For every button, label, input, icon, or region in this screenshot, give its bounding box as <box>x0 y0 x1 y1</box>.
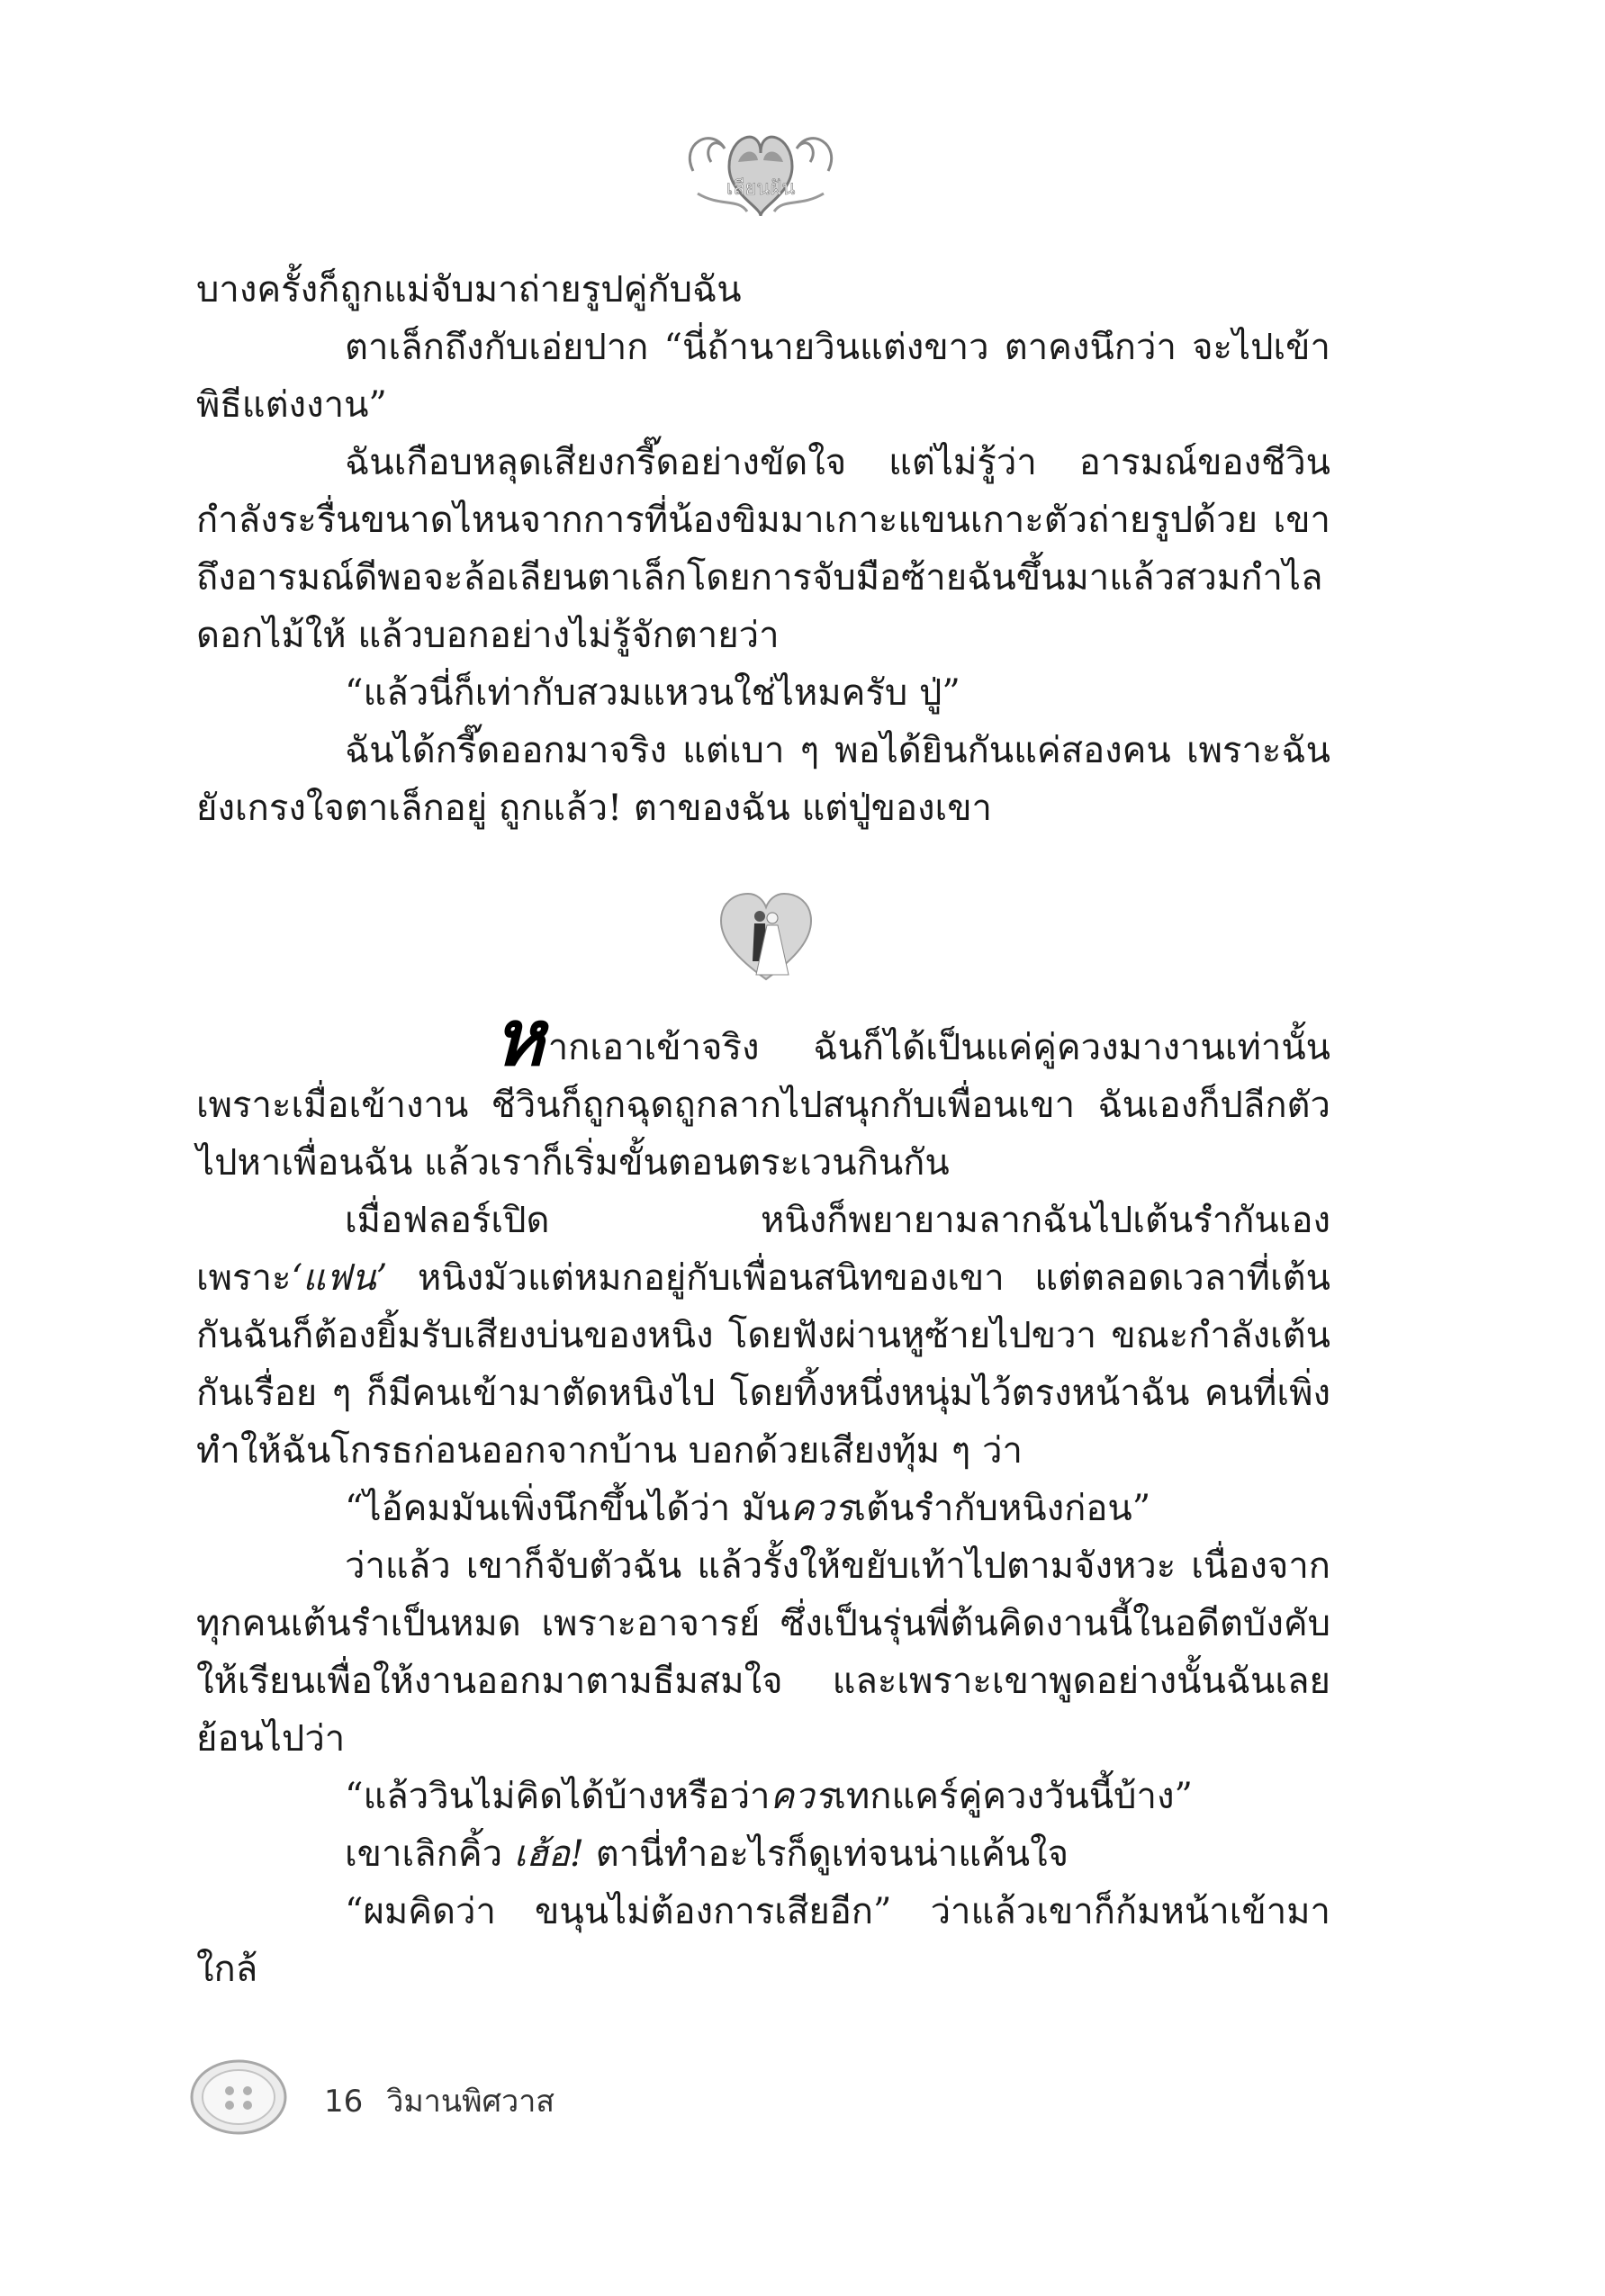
paragraph: เมื่อฟลอร์เปิด หนิงก็พยายามลากฉันไปเต้นรำกันเอง เพราะ‘แฟน’ หนิงมัวแต่หมกอยู่กับเพื่อนสนิทของเขา แต่ตลอดเวลาที่เต้นกันฉันก็ต้องยิ้มรับเสียงบ่นของหนิง โดยฟังผ่านหูซ้ายไปขวา ขณะกำลังเต้นกันเรื่อย ๆ ก็มีคนเข้ามาตัดหนิงไป โดยทิ้งหนึ่งหนุ่มไว้ตรงหน้าฉัน คนที่เพิ่งทำให้ฉันโกรธก่อนออกจากบ้าน บอกด้วยเสียงทุ้ม ๆ ว่า <box>196 1200 1330 1472</box>
chapter-ornament-icon <box>675 108 846 225</box>
section-two <box>196 993 1330 1998</box>
book-title: วิมานพิศวาส <box>386 2084 555 2120</box>
section-one <box>196 261 1330 837</box>
drop-cap: ห <box>493 993 545 1084</box>
wedding-couple-heart-icon <box>717 889 816 988</box>
paragraph: “แล้วนี่ก็เท่ากับสวมแหวนใช่ไหมครับ ปู่” <box>345 672 960 714</box>
paragraph: หากเอาเข้าจริง ฉันก็ได้เป็นแค่คู่ควงมางานเท่านั้น เพราะเมื่อเข้างาน ชีวินก็ถูกฉุดถูกลากไปสนุกกับเพื่อนเขา ฉันเองก็ปลีกตัวไปหาเพื่อนฉัน แล้วเราก็เริ่มขั้นตอนตระเวนกินกัน <box>196 993 1330 1184</box>
paragraph: “ผมคิดว่า ขนุนไม่ต้องการเสียอีก” ว่าแล้วเขาก็ก้มหน้าเข้ามาใกล้ <box>196 1891 1330 1990</box>
page-footer <box>189 2057 729 2147</box>
paragraph: “แล้ววินไม่คิดได้บ้างหรือว่าควรเทกแคร์คู่ควงวันนี้บ้าง” <box>345 1776 1193 1817</box>
paragraph: ว่าแล้ว เขาก็จับตัวฉัน แล้วรั้งให้ขยับเท้าไปตามจังหวะ เนื่องจากทุกคนเต้นรำเป็นหมด เพราะอาจารย์ ซึ่งเป็นรุ่นพี่ต้นคิดงานนี้ในอดีตบังคับให้เรียนเพื่อให้งานออกมาตามธีมสมใจ และเพราะเขาพูดอย่างนั้นฉันเลยย้อนไปว่า <box>196 1545 1330 1760</box>
paragraph: เขาเลิกคิ้ว เฮ้อ! ตานี่ทำอะไรก็ดูเท่จนน่าแค้นใจ <box>345 1833 1069 1875</box>
button-icon <box>189 2057 288 2138</box>
paragraph: ฉันได้กรี๊ดออกมาจริง แต่เบา ๆ พอได้ยินกันแค่สองคน เพราะฉันยังเกรงใจตาเล็กอยู่ ถูกแล้ว! ตาของฉัน แต่ปู่ของเขา <box>196 730 1330 829</box>
paragraph: ตาเล็กถึงกับเอ่ยปาก “นี่ถ้านายวินแต่งขาว ตาคงนึกว่า จะไปเข้าพิธีแต่งงาน” <box>196 327 1330 426</box>
footer-text <box>324 2076 578 2125</box>
page-number: 16 <box>324 2084 364 2120</box>
paragraph: ฉันเกือบหลุดเสียงกรี๊ดอย่างขัดใจ แต่ไม่รู้ว่า อารมณ์ของชีวินกำลังระรื่นขนาดไหนจากการที่น้องขิมมาเกาะแขนเกาะตัวถ่ายรูปด้วย เขาถึงอารมณ์ดีพอจะล้อเลียนตาเล็กโดยการจับมือซ้ายฉันขึ้นมาแล้วสวมกำไลดอกไม้ให้ แล้วบอกอย่างไม่รู้จักตายว่า <box>196 442 1330 656</box>
paragraph: บางครั้งก็ถูกแม่จับมาถ่ายรูปคู่กับฉัน <box>196 269 742 311</box>
ornament-text: เลียนฝัน <box>726 177 796 200</box>
paragraph: “ไอ้คมมันเพิ่งนึกขึ้นได้ว่า มันควรเต้นรำกับหนิงก่อน” <box>345 1488 1151 1529</box>
